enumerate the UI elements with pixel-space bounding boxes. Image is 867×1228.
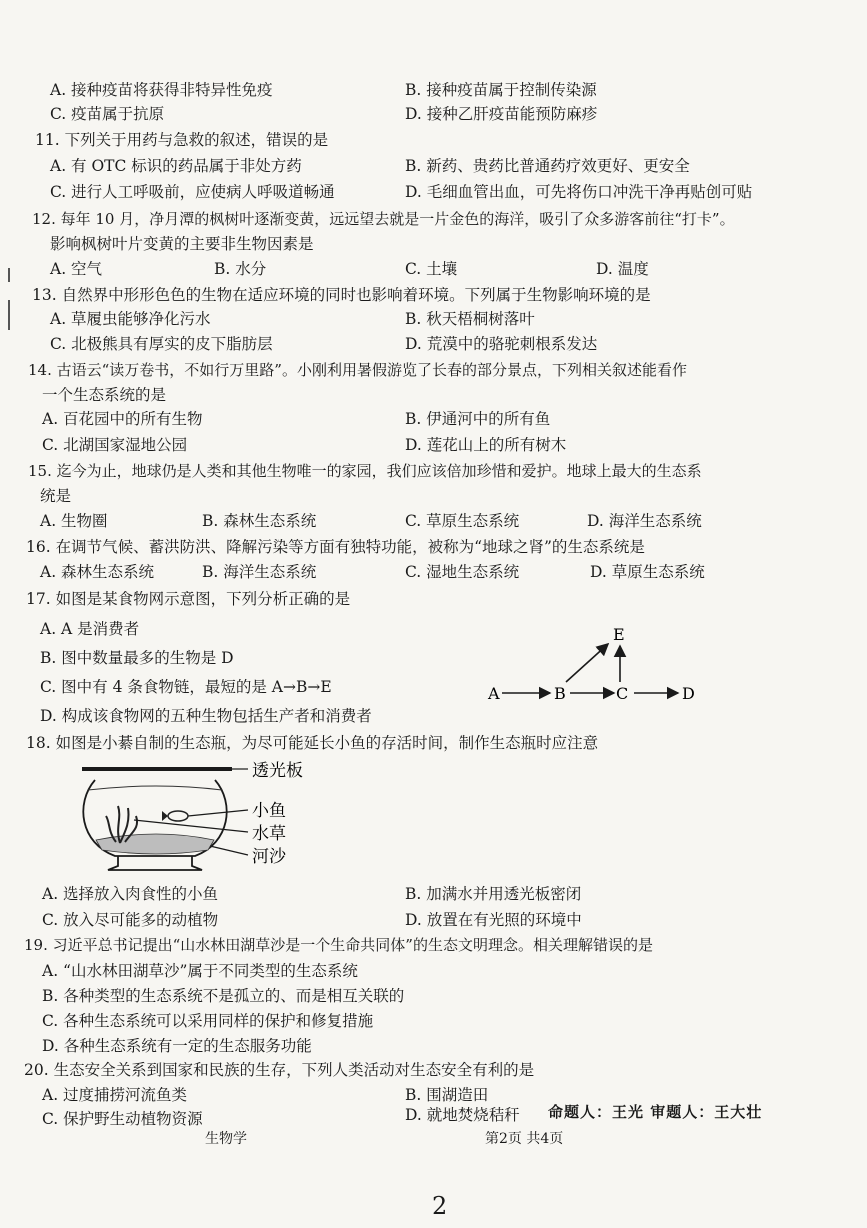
leader-line xyxy=(210,846,248,855)
eco-bottle-diagram xyxy=(70,758,340,878)
option-a: A. 草履虫能够净化污水 xyxy=(50,310,211,328)
option-c: C. 北湖国家湿地公园 xyxy=(42,436,188,454)
question-stem: 18. 如图是小綦自制的生态瓶，为尽可能延长小鱼的存活时间，制作生态瓶时应注意 xyxy=(26,734,599,752)
question-stem: 19. 习近平总书记提出“山水林田湖草沙是一个生命共同体”的生态文明理念。相关理解错误的是 xyxy=(24,936,653,954)
margin-mark xyxy=(8,268,10,282)
question-stem: 16. 在调节气候、蓄洪防洪、降解污染等方面有独特功能，被称为“地球之肾”的生态系统是 xyxy=(26,538,645,556)
node-a: A xyxy=(488,684,500,703)
question-stem-cont: 统是 xyxy=(40,487,72,505)
label-lid: 透光板 xyxy=(252,761,303,781)
author-credit: 命题人：王光 审题人：王大壮 xyxy=(548,1103,763,1121)
option-a: A. 森林生态系统 xyxy=(40,563,155,581)
option-b: B. 伊通河中的所有鱼 xyxy=(405,410,551,428)
option-d: D. 毛细血管出血，可先将伤口冲洗干净再贴创可贴 xyxy=(405,183,753,201)
food-web-diagram xyxy=(480,620,710,710)
margin-mark xyxy=(8,300,10,330)
option-c: C. 保护野生动植物资源 xyxy=(42,1110,203,1128)
option-d: D. 荒漠中的骆驼刺根系发达 xyxy=(405,335,598,353)
option-b: B. 海洋生态系统 xyxy=(202,563,317,581)
bowl-stand xyxy=(108,856,202,870)
option-c: C. 进行人工呼吸前，应使病人呼吸道畅通 xyxy=(50,183,335,201)
option-c: C. 北极熊具有厚实的皮下脂肪层 xyxy=(50,335,273,353)
option-c: C. 草原生态系统 xyxy=(405,512,520,530)
option-b: B. 新药、贵药比普通药疗效更好、更安全 xyxy=(405,157,690,175)
question-stem: 17. 如图是某食物网示意图，下列分析正确的是 xyxy=(26,590,351,608)
footer-subject: 生物学 xyxy=(205,1131,247,1147)
option-b: B. 水分 xyxy=(214,260,267,278)
option-b: B. 接种疫苗属于控制传染源 xyxy=(405,81,597,99)
option-d: D. 构成该食物网的五种生物包括生产者和消费者 xyxy=(40,707,372,725)
option-c: C. 各种生态系统可以采用同样的保护和修复措施 xyxy=(42,1012,374,1030)
option-a: A. 选择放入肉食性的小鱼 xyxy=(42,885,219,903)
option-d: D. 就地焚烧秸秆 xyxy=(405,1106,520,1124)
fish-tail xyxy=(162,811,168,821)
option-a: A. 接种疫苗将获得非特异性免疫 xyxy=(50,81,273,99)
option-a: A. 空气 xyxy=(50,260,103,278)
option-a: A. A 是消费者 xyxy=(40,620,140,638)
option-b: B. 加满水并用透光板密闭 xyxy=(405,885,582,903)
option-d: D. 各种生态系统有一定的生态服务功能 xyxy=(42,1037,312,1055)
lid-plate xyxy=(82,767,232,771)
option-b: B. 图中数量最多的生物是 D xyxy=(40,649,234,667)
leader-line xyxy=(188,810,248,816)
option-c: C. 疫苗属于抗原 xyxy=(50,105,165,123)
label-plant: 水草 xyxy=(252,824,286,844)
question-stem: 11. 下列关于用药与急救的叙述，错误的是 xyxy=(35,131,329,149)
option-b: B. 秋天梧桐树落叶 xyxy=(405,310,535,328)
option-d: D. 放置在有光照的环境中 xyxy=(405,911,582,929)
option-a: A. 生物圈 xyxy=(40,512,108,530)
leader-line xyxy=(134,820,248,832)
option-d: D. 莲花山上的所有树木 xyxy=(405,436,567,454)
option-c: C. 放入尽可能多的动植物 xyxy=(42,911,219,929)
option-a: A. 百花园中的所有生物 xyxy=(42,410,203,428)
footer-page-info: 第2页 共4页 xyxy=(485,1131,564,1147)
label-fish: 小鱼 xyxy=(252,801,286,821)
node-d: D xyxy=(682,684,695,703)
option-d: D. 海洋生态系统 xyxy=(587,512,702,530)
page-number: 2 xyxy=(432,1192,448,1220)
option-d: D. 温度 xyxy=(596,260,649,278)
option-a: A. “山水林田湖草沙”属于不同类型的生态系统 xyxy=(42,962,358,980)
question-stem: 20. 生态安全关系到国家和民族的生存，下列人类活动对生态安全有利的是 xyxy=(24,1061,535,1079)
option-c: C. 土壤 xyxy=(405,260,458,278)
node-e: E xyxy=(613,625,625,644)
label-sand: 河沙 xyxy=(252,847,286,867)
question-stem: 15. 迄今为止，地球仍是人类和其他生物唯一的家园，我们应该倍加珍惜和爱护。地球上最大的生态系 xyxy=(28,462,702,480)
node-b: B xyxy=(554,684,566,703)
option-a: A. 过度捕捞河流鱼类 xyxy=(42,1086,188,1104)
option-d: D. 接种乙肝疫苗能预防麻疹 xyxy=(405,105,598,123)
option-b: B. 森林生态系统 xyxy=(202,512,317,530)
question-stem-cont: 一个生态系统的是 xyxy=(42,386,167,404)
node-c: C xyxy=(616,684,629,703)
option-d: D. 草原生态系统 xyxy=(590,563,705,581)
option-a: A. 有 OTC 标识的药品属于非处方药 xyxy=(50,157,302,175)
option-b: B. 各种类型的生态系统不是孤立的、而是相互关联的 xyxy=(42,987,405,1005)
arrow-b-e xyxy=(566,644,608,682)
option-b: B. 围湖造田 xyxy=(405,1086,489,1104)
option-c: C. 湿地生态系统 xyxy=(405,563,520,581)
question-stem: 13. 自然界中形形色色的生物在适应环境的同时也影响着环境。下列属于生物影响环境的是 xyxy=(32,286,651,304)
question-stem-cont: 影响枫树叶片变黄的主要非生物因素是 xyxy=(50,235,314,253)
question-stem: 14. 古语云“读万卷书，不如行万里路”。小刚利用暑假游览了长春的部分景点，下列相关叙述能看作 xyxy=(28,361,687,379)
water-line xyxy=(88,786,222,790)
option-c: C. 图中有 4 条食物链，最短的是 A→B→E xyxy=(40,678,332,696)
question-stem: 12. 每年 10 月，净月潭的枫树叶逐渐变黄，远远望去就是一片金色的海洋，吸引了众多游客前往“打卡”。 xyxy=(32,210,735,228)
fish-icon xyxy=(168,811,188,821)
